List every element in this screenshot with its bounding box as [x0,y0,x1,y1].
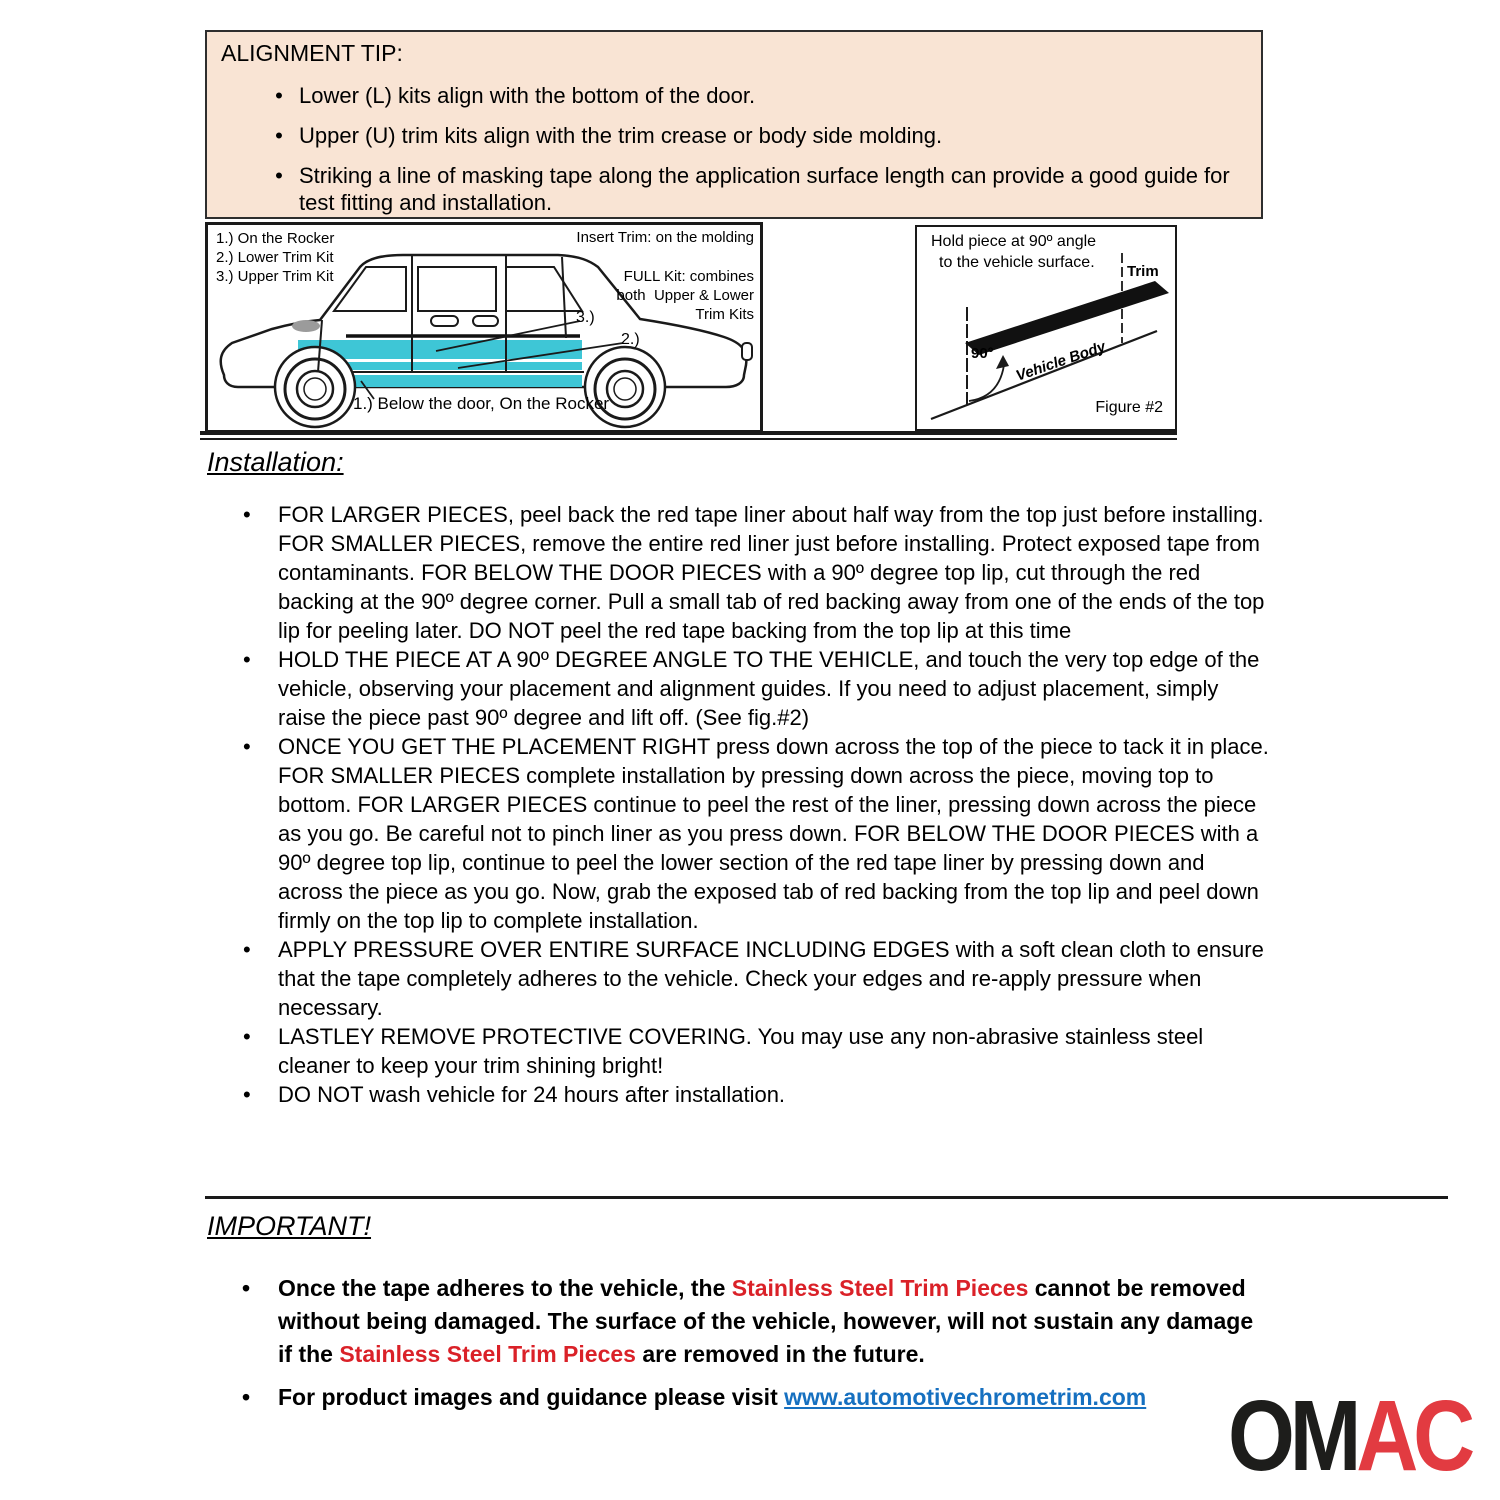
figure2-caption-line1: Hold piece at 90º angle [931,233,1097,250]
installation-bullet-text: APPLY PRESSURE OVER ENTIRE SURFACE INCLUDING EDGES with a soft clean cloth to ensure that the tape completely adheres to the vehicle. Check your edges and re-apply pressure when necessary. [278,937,1264,1020]
rocker-label: 1.) Below the door, On the Rocker [353,394,610,413]
installation-bullet [238,500,1270,645]
bullet-icon: • [243,1024,251,1049]
callout-lower-label: 2.) [621,331,640,348]
door-handle [431,316,458,326]
alignment-tip-bullet [259,162,1249,216]
installation-heading: Installation: [207,447,344,477]
omac-logo-red-part: AC [1356,1380,1471,1492]
installation-bullet [238,1022,1270,1080]
trim-piece-shape [965,281,1169,355]
installation-list [238,500,1270,1109]
bullet-icon: • [275,83,283,108]
installation-bullet-text: DO NOT wash vehicle for 24 hours after installation. [278,1082,786,1107]
important-divider [205,1196,1448,1199]
important-bullet-text [278,1381,1273,1414]
important-text-segment: are removed in the future. [635,1341,925,1367]
door-handle [473,316,498,326]
important-heading: IMPORTANT! [207,1211,372,1241]
front-wheel [285,359,345,419]
bullet-icon: • [243,1082,251,1107]
installation-bullet [238,732,1270,935]
car-legend-line: 1.) On the Rocker [216,230,335,247]
figures-divider [200,431,1177,440]
car-legend [216,229,334,286]
full-kit-note [616,267,754,324]
alignment-tip-bullet [259,82,1249,109]
bullet-icon: • [275,123,283,148]
car-legend-line: 2.) Lower Trim Kit [216,249,334,266]
omac-logo-black-part: OM [1228,1380,1357,1492]
full-kit-line: both Upper & Lower [616,287,754,304]
figure2-caption-line2: to the vehicle surface. [939,254,1095,271]
alignment-tip-box [205,30,1263,219]
installation-bullet [238,1080,1270,1109]
stainless-steel-highlight: Stainless Steel Trim Pieces [339,1341,636,1367]
angle-arrowhead [996,355,1009,369]
figure2-label: Figure #2 [1095,399,1163,416]
rear-door-window [418,267,496,311]
bullet-icon: • [243,647,251,672]
alignment-tip-bullet-text: Lower (L) kits align with the bottom of the door. [299,83,756,108]
important-list [238,1272,1273,1414]
alignment-tip-title: ALIGNMENT TIP: [221,40,403,66]
important-bullet [238,1381,1273,1414]
bullet-icon: • [242,1384,251,1410]
important-text-segment: cannot be removed without being damaged. The surface of the vehicle, however, will not sustain any damage if the [278,1275,1254,1367]
bullet-icon: • [243,502,251,527]
fender-badge [292,320,320,332]
important-text-segment: Once the tape adheres to the vehicle, the [278,1275,732,1301]
installation-bullet-text: HOLD THE PIECE AT A 90º DEGREE ANGLE TO THE VEHICLE, and touch the very top edge of the vehicle, observing your placement and alignment guides. If you need to adjust placement, simply raise the piece past 90º degree and lift off. (See fig.#2) [278,647,1260,730]
bullet-icon: • [242,1275,251,1301]
callout-upper-label: 3.) [576,309,595,326]
website-link[interactable]: www.automotivechrometrim.com [784,1384,1147,1410]
installation-bullet [238,935,1270,1022]
full-kit-line: Trim Kits [695,306,754,323]
stainless-steel-highlight: Stainless Steel Trim Pieces [731,1275,1029,1301]
vehicle-body-label: Vehicle Body [1013,338,1108,385]
angle-label: 90° [971,345,994,362]
trim-label: Trim [1127,263,1159,280]
rear-bumper-detail [742,343,752,360]
angle-arc [969,365,1004,401]
important-bullet-text [278,1272,1273,1371]
installation-bullet-text: FOR LARGER PIECES, peel back the red tape liner about half way from the top just before installing. FOR SMALLER PIECES, remove the entire red liner just before installing. Protect exposed tape from contaminants. FOR BELOW THE DOOR PIECES with a 90º degree top lip, cut through the red backing at the 90º degree corner. Pull a small tab of red backing away from one of the ends of the top lip for peeling later. DO NOT peel the red tape backing from the top lip at this time [278,502,1265,643]
bullet-icon: • [275,163,283,188]
bullet-icon: • [243,734,251,759]
figure2-box [915,225,1177,431]
insert-trim-note: Insert Trim: on the molding [576,229,754,246]
car-diagram-figure [205,222,763,433]
bullet-icon: • [243,937,251,962]
installation-bullet-text: ONCE YOU GET THE PLACEMENT RIGHT press down across the top of the piece to tack it in place. FOR SMALLER PIECES complete installation by pressing down across the piece, moving top to bottom. FOR LARGER PIECES continue to peel the rest of the liner, pressing down across the piece as you go. Be careful not to pinch liner as you press down. FOR BELOW THE DOOR PIECES with a 90º degree top lip, continue to peel the lower section of the red tape liner by pressing down and across the piece as you go. Now, grab the exposed tab of red backing from the top lip and peel down firmly on the top lip to complete installation. [278,734,1269,933]
full-kit-line: FULL Kit: combines [623,268,754,285]
alignment-tip-bullet [259,122,1249,149]
omac-logo [1228,1380,1471,1492]
alignment-tip-list [259,82,1249,216]
important-text-segment: For product images and guidance please visit [278,1384,785,1410]
alignment-tip-bullet-text: Striking a line of masking tape along the application surface length can provide a good guide for test fitting and installation. [299,163,1230,215]
important-bullet [238,1272,1273,1371]
car-legend-line: 3.) Upper Trim Kit [216,268,334,285]
installation-bullet-text: LASTLEY REMOVE PROTECTIVE COVERING. You may use any non-abrasive stainless steel cleaner to keep your trim shining bright! [278,1024,1204,1078]
installation-bullet [238,645,1270,732]
alignment-tip-bullet-text: Upper (U) trim kits align with the trim crease or body side molding. [299,123,943,148]
